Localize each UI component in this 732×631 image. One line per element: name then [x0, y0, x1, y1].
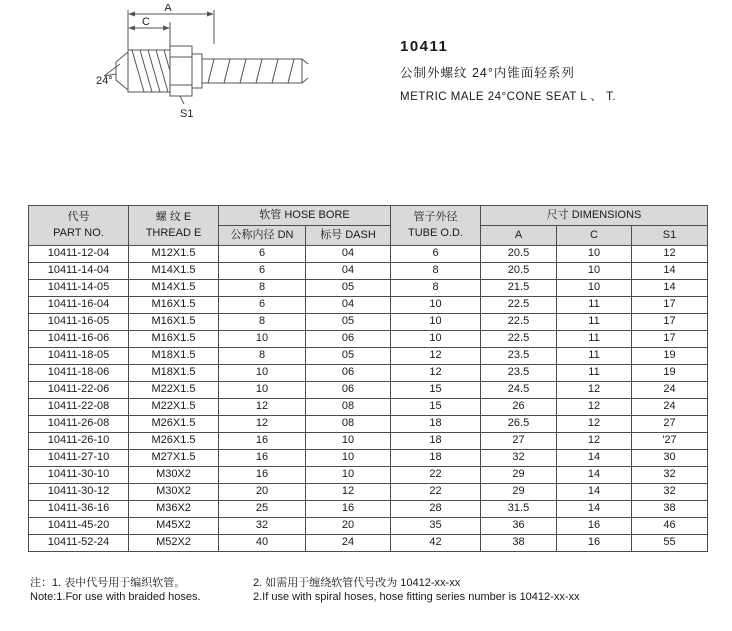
header-hose-bore: 软管 HOSE BORE — [219, 206, 391, 226]
table-cell: 29 — [481, 467, 557, 484]
table-cell: 27 — [481, 433, 557, 450]
table-cell: 42 — [391, 535, 481, 552]
table-cell: M27X1.5 — [129, 450, 219, 467]
table-cell: M16X1.5 — [129, 314, 219, 331]
table-cell: M36X2 — [129, 501, 219, 518]
table-row — [29, 416, 708, 433]
table-cell: 14 — [557, 484, 632, 501]
table-cell: M18X1.5 — [129, 365, 219, 382]
table-cell: 10 — [219, 331, 306, 348]
header-thread-en: THREAD E — [145, 226, 202, 239]
table-cell: 10411-27-10 — [29, 450, 129, 467]
angle-24-label: 24° — [96, 75, 113, 87]
table-cell: 22 — [391, 467, 481, 484]
table-cell: 11 — [557, 314, 632, 331]
table-cell: 10411-16-05 — [29, 314, 129, 331]
table-cell: 10 — [306, 467, 391, 484]
table-cell: 25 — [219, 501, 306, 518]
table-cell: 22 — [391, 484, 481, 501]
table-cell: 11 — [557, 365, 632, 382]
header-col-c: C — [557, 226, 632, 246]
table-cell: 16 — [219, 433, 306, 450]
table-row — [29, 280, 708, 297]
table-row — [29, 348, 708, 365]
spec-table — [28, 205, 708, 552]
table-row — [29, 382, 708, 399]
table-cell: 30 — [632, 450, 708, 467]
table-cell: M45X2 — [129, 518, 219, 535]
table-cell: 11 — [557, 331, 632, 348]
table-cell: 06 — [306, 382, 391, 399]
table-cell: 32 — [632, 484, 708, 501]
table-cell: 10411-30-12 — [29, 484, 129, 501]
table-cell: 12 — [391, 348, 481, 365]
table-cell: 6 — [219, 263, 306, 280]
table-cell: 27 — [632, 416, 708, 433]
note-en-2: 2.If use with spiral hoses, hose fitting series number is 10412-xx-xx — [253, 591, 580, 603]
table-cell: 24.5 — [481, 382, 557, 399]
table-cell: 16 — [557, 535, 632, 552]
table-cell: 8 — [219, 348, 306, 365]
table-cell: 14 — [632, 280, 708, 297]
table-cell: 19 — [632, 348, 708, 365]
table-cell: 8 — [391, 280, 481, 297]
table-cell: M16X1.5 — [129, 297, 219, 314]
table-cell: 12 — [557, 433, 632, 450]
table-cell: M52X2 — [129, 535, 219, 552]
table-cell: 04 — [306, 246, 391, 263]
table-cell: M22X1.5 — [129, 382, 219, 399]
table-cell: 24 — [632, 382, 708, 399]
table-cell: 23.5 — [481, 365, 557, 382]
header-thread — [129, 206, 219, 246]
table-row — [29, 331, 708, 348]
table-row — [29, 501, 708, 518]
table-cell: 18 — [391, 433, 481, 450]
table-row — [29, 450, 708, 467]
table-cell: 11 — [557, 297, 632, 314]
table-cell: 06 — [306, 331, 391, 348]
table-cell: 08 — [306, 416, 391, 433]
table-cell: 8 — [391, 263, 481, 280]
table-cell: 10411-52-24 — [29, 535, 129, 552]
table-row — [29, 297, 708, 314]
table-cell: 36 — [481, 518, 557, 535]
table-cell: 6 — [219, 297, 306, 314]
table-cell: 17 — [632, 331, 708, 348]
table-cell: 32 — [632, 467, 708, 484]
title-chinese: 公制外螺纹 24°内锥面轻系列 — [400, 66, 575, 80]
table-cell: 32 — [481, 450, 557, 467]
header-dimensions: 尺寸 DIMENSIONS — [481, 206, 708, 226]
header-tube-od — [391, 206, 481, 246]
table-cell: 21.5 — [481, 280, 557, 297]
table-cell: 12 — [632, 246, 708, 263]
table-cell: 12 — [557, 382, 632, 399]
table-cell: 8 — [219, 314, 306, 331]
table-cell: 10 — [306, 433, 391, 450]
table-cell: 10411-26-10 — [29, 433, 129, 450]
header-tube-od-cn: 管子外径 — [413, 210, 458, 223]
table-cell: 20.5 — [481, 246, 557, 263]
table-cell: 24 — [632, 399, 708, 416]
table-cell: 31.5 — [481, 501, 557, 518]
table-cell: 28 — [391, 501, 481, 518]
table-cell: 08 — [306, 399, 391, 416]
table-cell: M30X2 — [129, 467, 219, 484]
table-cell: 8 — [219, 280, 306, 297]
dim-c-label: C — [142, 16, 150, 28]
table-cell: M26X1.5 — [129, 433, 219, 450]
table-cell: 38 — [481, 535, 557, 552]
table-cell: 12 — [557, 416, 632, 433]
table-cell: 23.5 — [481, 348, 557, 365]
table-cell: 55 — [632, 535, 708, 552]
table-cell: 32 — [219, 518, 306, 535]
table-cell: 14 — [557, 467, 632, 484]
table-cell: 40 — [219, 535, 306, 552]
table-cell: 18 — [391, 416, 481, 433]
table-cell: 6 — [219, 246, 306, 263]
table-cell: M14X1.5 — [129, 263, 219, 280]
table-cell: 05 — [306, 280, 391, 297]
table-cell: 10411-30-10 — [29, 467, 129, 484]
table-row — [29, 467, 708, 484]
table-cell: 26.5 — [481, 416, 557, 433]
table-cell: 10411-45-20 — [29, 518, 129, 535]
table-row — [29, 365, 708, 382]
table-cell: 10411-16-06 — [29, 331, 129, 348]
table-cell: M16X1.5 — [129, 331, 219, 348]
table-cell: 6 — [391, 246, 481, 263]
table-row — [29, 535, 708, 552]
table-cell: 24 — [306, 535, 391, 552]
table-cell: 29 — [481, 484, 557, 501]
header-tube-od-en: TUBE O.D. — [407, 226, 463, 239]
table-cell: 04 — [306, 263, 391, 280]
table-cell: 10 — [219, 382, 306, 399]
table-row — [29, 263, 708, 280]
table-cell: 10 — [219, 365, 306, 382]
header-thread-cn: 螺 纹 E — [155, 210, 192, 223]
table-cell: 10411-18-06 — [29, 365, 129, 382]
table-cell: 10411-14-04 — [29, 263, 129, 280]
table-cell: 10411-22-08 — [29, 399, 129, 416]
table-cell: 12 — [391, 365, 481, 382]
note-cn-1: 注：1. 表中代号用于编织软管。 — [30, 577, 186, 589]
table-cell: 16 — [219, 450, 306, 467]
table-cell: M12X1.5 — [129, 246, 219, 263]
table-cell: 26 — [481, 399, 557, 416]
table-cell: 16 — [557, 518, 632, 535]
table-cell: 16 — [306, 501, 391, 518]
table-cell: 15 — [391, 382, 481, 399]
table-cell: 10411-16-04 — [29, 297, 129, 314]
table-cell: 10 — [557, 246, 632, 263]
header-col-a: A — [481, 226, 557, 246]
table-cell: 10411-14-05 — [29, 280, 129, 297]
table-cell: 10411-26-08 — [29, 416, 129, 433]
table-cell: 22.5 — [481, 331, 557, 348]
dim-a-label: A — [164, 4, 172, 14]
s1-label: S1 — [180, 108, 194, 120]
header-part-no-en: PART NO. — [53, 226, 104, 239]
table-cell: 12 — [306, 484, 391, 501]
table-cell: 20 — [219, 484, 306, 501]
table-cell: 16 — [219, 467, 306, 484]
table-cell: 10 — [391, 297, 481, 314]
table-cell: 15 — [391, 399, 481, 416]
table-cell: M30X2 — [129, 484, 219, 501]
title-block — [400, 38, 616, 104]
table-cell: 20.5 — [481, 263, 557, 280]
header-dash: 标号 DASH — [306, 226, 391, 246]
table-cell: 22.5 — [481, 314, 557, 331]
table-cell: 04 — [306, 297, 391, 314]
table-cell: 12 — [557, 399, 632, 416]
table-cell: 10 — [306, 450, 391, 467]
table-row — [29, 433, 708, 450]
table-row — [29, 484, 708, 501]
note-cn-2: 2. 如需用于缠绕软管代号改为 10412-xx-xx — [253, 577, 461, 589]
table-cell: 10411-22-06 — [29, 382, 129, 399]
table-cell: 10 — [391, 314, 481, 331]
table-cell: 19 — [632, 365, 708, 382]
technical-drawing — [96, 4, 328, 124]
table-cell: 22.5 — [481, 297, 557, 314]
table-cell: 10 — [557, 263, 632, 280]
table-cell: 10411-12-04 — [29, 246, 129, 263]
table-cell: 17 — [632, 314, 708, 331]
table-cell: 10 — [391, 331, 481, 348]
table-cell: 10411-36-16 — [29, 501, 129, 518]
table-cell: 12 — [219, 416, 306, 433]
table-cell: 14 — [632, 263, 708, 280]
header-part-no-cn: 代号 — [67, 210, 90, 223]
table-cell: 18 — [391, 450, 481, 467]
table-cell: 12 — [219, 399, 306, 416]
note-en-1: Note:1.For use with braided hoses. — [30, 591, 201, 603]
title-english: METRIC MALE 24°CONE SEAT L 、 T. — [400, 91, 617, 103]
table-cell: M18X1.5 — [129, 348, 219, 365]
notes-right — [253, 576, 579, 604]
table-cell: M14X1.5 — [129, 280, 219, 297]
table-row — [29, 246, 708, 263]
table-row — [29, 314, 708, 331]
part-number: 10411 — [400, 38, 449, 55]
table-cell: 05 — [306, 348, 391, 365]
table-cell: 14 — [557, 501, 632, 518]
table-cell: 35 — [391, 518, 481, 535]
table-cell: 38 — [632, 501, 708, 518]
table-cell: 10411-18-05 — [29, 348, 129, 365]
header-dn: 公称内径 DN — [219, 226, 306, 246]
table-row — [29, 518, 708, 535]
table-cell: M26X1.5 — [129, 416, 219, 433]
table-cell: 46 — [632, 518, 708, 535]
header-col-s1: S1 — [632, 226, 708, 246]
table-header — [29, 206, 708, 246]
table-row — [29, 399, 708, 416]
table-cell: '27 — [632, 433, 708, 450]
notes-left — [30, 576, 201, 604]
fitting-drawing-svg — [96, 4, 328, 124]
table-cell: 14 — [557, 450, 632, 467]
table-cell: 20 — [306, 518, 391, 535]
table-cell: 06 — [306, 365, 391, 382]
table-cell: M22X1.5 — [129, 399, 219, 416]
table-cell: 11 — [557, 348, 632, 365]
table-cell: 17 — [632, 297, 708, 314]
header-part-no — [29, 206, 129, 246]
table-body — [29, 246, 708, 552]
table-cell: 05 — [306, 314, 391, 331]
table-cell: 10 — [557, 280, 632, 297]
